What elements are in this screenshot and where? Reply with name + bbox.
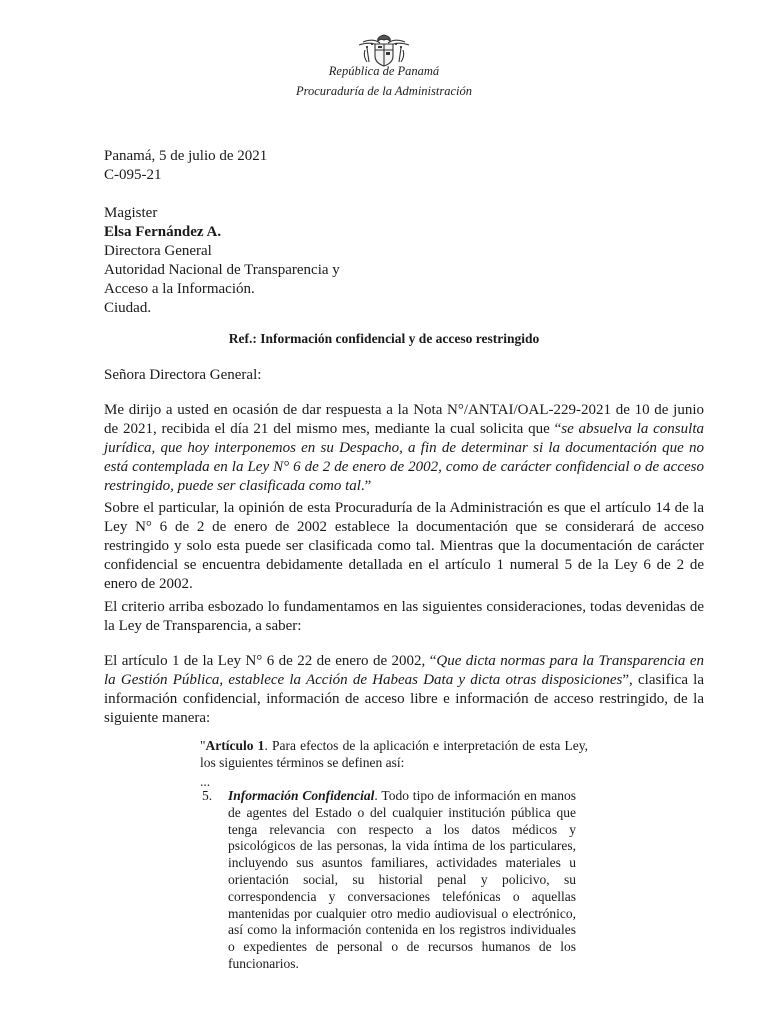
coat-of-arms-icon: [353, 32, 415, 68]
recipient-name: Elsa Fernández A.: [104, 224, 222, 240]
para4-end: ”, clasifica la información confidencial, información de acceso libre e información de acceso restringido, de la siguiente manera:: [104, 672, 705, 726]
reference-subject: [0, 331, 768, 347]
para1-intro: Me dirijo a usted en ocasión de dar respuesta a la Nota N°/ANTAI/OAL-229-2021 de 10 de junio de 2021, recibida el día 21 del mismo mes, mediante la cual solicita que “: [104, 402, 704, 437]
reference-code: C-095-21: [104, 167, 162, 183]
recipient-institution-line1: Autoridad Nacional de Transparencia y: [104, 262, 340, 278]
recipient-city: Ciudad.: [104, 300, 152, 316]
recipient-block: [104, 204, 704, 318]
paragraph-1: [104, 401, 704, 496]
recipient-position: Directora General: [104, 243, 212, 259]
quote-ellipsis: ...: [200, 774, 211, 789]
para4-intro: El artículo 1 de la Ley N° 6 de 22 de enero de 2002, “: [104, 653, 437, 669]
place-date: Panamá, 5 de julio de 2021: [104, 148, 268, 164]
recipient-title: Magister: [104, 205, 158, 221]
paragraph-3: El criterio arriba esbozado lo fundamentamos en las siguientes consideraciones, todas devenidas de la Ley de Transparencia, a saber:: [104, 599, 704, 634]
ref-label: Ref.:: [228, 331, 257, 346]
quote-item-definition: [228, 788, 576, 973]
quote-item-text: . Todo tipo de información en manos de agentes del Estado o del cualquier institución pública que tenga relevancia con respecto a los datos médicos y psicológicos de las personas, la vida íntima de los particulares, incluyendo sus asuntos familiares, actividades materiales u orientación social, su historial penal y policivo, su correspondencia y conversaciones telefónicas o aquellas mantenidas por cualquier otro medio audiovisual o electrónico, así como la información contenida en los registros individuales o expedientes de personal o de recursos humanos de los funcionarios.: [228, 788, 576, 971]
quote-article-text: . Para efectos de la aplicación e interpretación de esta Ley, los siguientes términos se definen así:: [200, 738, 588, 770]
para4-law-title: Que dicta normas para la Transparencia en la Gestión Pública, establece la Acción de Habeas Data y dicta otras disposiciones: [104, 653, 705, 688]
letterhead-republic: República de Panamá: [328, 64, 440, 78]
date-block: [104, 147, 704, 185]
letterhead-institution: Procuraduría de la Administración: [295, 84, 473, 98]
para1-end: .”: [360, 478, 372, 494]
quote-article-label: Artículo 1: [205, 738, 265, 753]
letterhead: [0, 32, 768, 68]
paragraph-2: Sobre el particular, la opinión de esta Procuraduría de la Administración es que el artículo 14 de la Ley N° 6 de 2 de enero de 2002 establece la documentación que se considerará de acceso restringido y solo esta puede ser clasificada como tal. Mientras que la documentación de carácter confidencial se encuentra debidamente detallada en el artículo 1 numeral 5 de la Ley 6 de 2 de enero de 2002.: [104, 500, 704, 592]
ref-subject: Información confidencial y de acceso restringido: [260, 331, 540, 346]
quote-article-heading: [200, 737, 588, 771]
salutation: Señora Directora General:: [104, 367, 262, 383]
paragraph-4: [104, 652, 704, 728]
recipient-institution-line2: Acceso a la Información.: [104, 281, 255, 297]
para1-quote: se absuelva la consulta jurídica, que hoy interponemos en su Despacho, a fin de determinar si la documentación que no está contemplada en la Ley N° 6 de 2 de enero de 2002, como de carácter confidencial o de acceso restringido, puede ser clasificada como tal: [104, 421, 704, 494]
quote-item-number: 5.: [202, 788, 213, 803]
quote-open: ": [200, 738, 206, 753]
quote-item-term: Información Confidencial: [228, 788, 375, 803]
